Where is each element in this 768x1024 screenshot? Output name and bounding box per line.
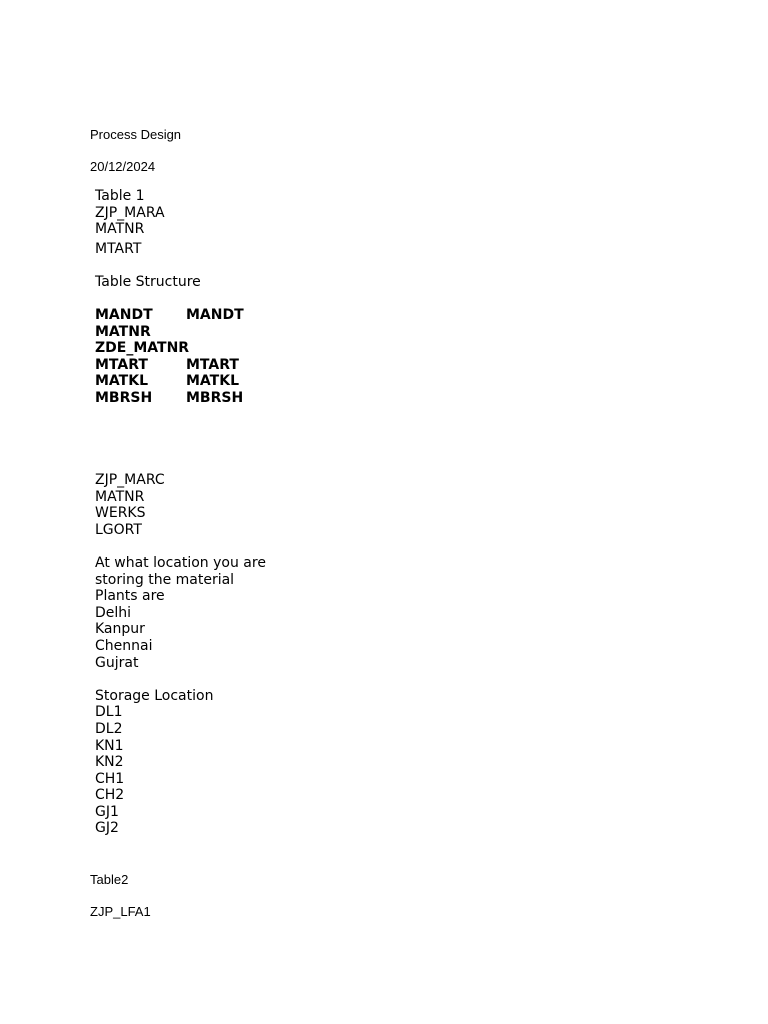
structure-field: ZDE_MATNR — [95, 340, 190, 357]
marc-section — [95, 472, 266, 837]
structure-element: MTART — [186, 356, 239, 373]
structure-field: MBRSH — [95, 389, 153, 406]
structure-element: MANDT — [186, 307, 244, 323]
storage-item: GJ1 — [95, 803, 119, 820]
document-title: Process Design — [90, 127, 182, 142]
structure-element: MATKL — [186, 373, 239, 390]
storage-item: CH2 — [95, 787, 125, 804]
table1-label: Table 1 — [95, 188, 145, 204]
storage-heading: Storage Location — [95, 687, 214, 704]
structure-field: MANDT — [95, 307, 153, 323]
storage-item: DL1 — [95, 704, 123, 721]
table2-name: ZJP_LFA1 — [90, 904, 151, 919]
table1-name: ZJP_MARA — [95, 204, 165, 221]
table1-key-field: MATNR — [95, 221, 145, 238]
structure-field: MATKL — [95, 373, 148, 390]
plants-heading: Plants are — [95, 588, 165, 605]
storage-item: KN2 — [95, 754, 124, 771]
table1-field2: MTART — [95, 241, 142, 257]
storage-item: KN1 — [95, 737, 124, 754]
plant-item: Delhi — [95, 604, 132, 621]
plant-item: Kanpur — [95, 621, 145, 638]
storage-item: CH1 — [95, 770, 125, 787]
marc-field: LGORT — [95, 521, 142, 538]
structure-field: MATNR — [95, 323, 151, 340]
plants-question: storing the material — [95, 571, 235, 588]
marc-field: WERKS — [95, 505, 146, 522]
plants-question: At what location you are — [95, 554, 266, 571]
plant-item: Chennai — [95, 637, 153, 654]
plant-item: Gujrat — [95, 654, 139, 671]
marc-name: ZJP_MARC — [95, 472, 165, 488]
storage-item: GJ2 — [95, 820, 119, 837]
storage-item: DL2 — [95, 720, 123, 737]
structure-element: MBRSH — [186, 389, 244, 406]
structure-heading: Table Structure — [95, 274, 201, 290]
table1-section — [95, 188, 165, 238]
table2-label: Table2 — [90, 872, 129, 887]
document-date: 20/12/2024 — [90, 159, 156, 174]
marc-field: MATNR — [95, 488, 145, 505]
structure-field: MTART — [95, 356, 148, 373]
